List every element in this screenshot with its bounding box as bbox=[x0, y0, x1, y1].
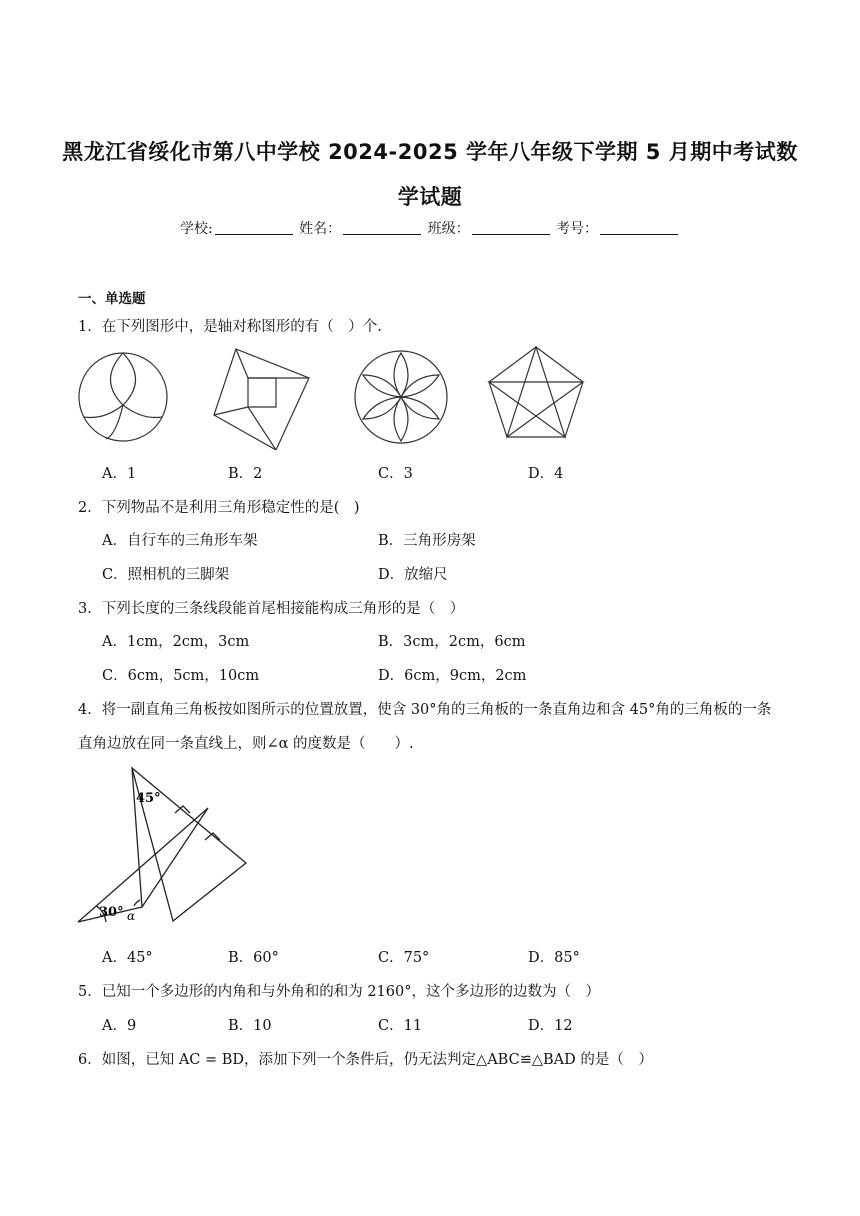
section-heading: 一、单选题 bbox=[78, 291, 146, 307]
q2-option-b: B．三角形房架 bbox=[378, 533, 476, 549]
q5-option-d: D．12 bbox=[528, 1018, 573, 1034]
question-5-stem: 5．已知一个多边形的内角和与外角和的和为 2160°，这个多边形的边数为（ ） bbox=[78, 984, 600, 1000]
q4-option-b: B．60° bbox=[228, 950, 279, 966]
q1-option-b: B．2 bbox=[228, 466, 263, 482]
q3-option-b: B．3cm，2cm，6cm bbox=[378, 634, 526, 650]
q3-option-a: A．1cm，2cm，3cm bbox=[102, 634, 250, 650]
q2-option-d: D．放缩尺 bbox=[378, 567, 448, 583]
q1-option-d: D．4 bbox=[528, 466, 564, 482]
q1-option-c: C．3 bbox=[378, 466, 413, 482]
class-blank bbox=[472, 220, 550, 235]
q3-option-d: D．6cm，9cm，2cm bbox=[378, 668, 527, 684]
q5-option-a: A．9 bbox=[102, 1018, 137, 1034]
exam-number-label: 考号： bbox=[556, 221, 599, 237]
figure-pinwheel-square bbox=[214, 349, 309, 450]
triangle-30 bbox=[78, 808, 208, 922]
q2-option-a: A．自行车的三角形车架 bbox=[102, 533, 258, 549]
name-blank bbox=[343, 220, 421, 235]
q3-option-c: C．6cm，5cm，10cm bbox=[102, 668, 260, 684]
figure-pentagon-star bbox=[489, 347, 583, 437]
q4-option-a: A．45° bbox=[102, 950, 153, 966]
school-label: 学校: bbox=[179, 221, 213, 237]
question-4-stem-line2: 直角边放在同一条直线上，则∠α 的度数是（ ）. bbox=[78, 736, 414, 752]
class-label: 班级： bbox=[427, 221, 470, 237]
school-blank bbox=[215, 220, 293, 235]
exam-title-line2: 学试题 bbox=[397, 185, 463, 209]
question-3-stem: 3．下列长度的三条线段能首尾相接能构成三角形的是（ ） bbox=[78, 601, 465, 617]
angle-30-label: 30° bbox=[99, 905, 124, 920]
q5-option-b: B．10 bbox=[228, 1018, 272, 1034]
q4-option-c: C．75° bbox=[378, 950, 430, 966]
question-6-stem: 6．如图，已知 AC = BD，添加下列一个条件后，仍无法判定△ABC≌△BAD 的是（ ） bbox=[78, 1052, 653, 1068]
angle-alpha-label: α bbox=[127, 909, 136, 923]
figure-circle-three-petals bbox=[79, 353, 167, 441]
q4-option-d: D．85° bbox=[528, 950, 580, 966]
question-1-stem: 1．在下列图形中，是轴对称图形的有（ ）个. bbox=[78, 319, 382, 335]
exam-title-line1: 黑龙江省绥化市第八中学校 2024-2025 学年八年级下学期 5 月期中考试数 bbox=[62, 140, 798, 164]
question-4-stem-line1: 4．将一副直角三角板按如图所示的位置放置，使含 30°角的三角板的一条直角边和含 45°角的三角板的一条 bbox=[78, 702, 772, 718]
q5-option-c: C．11 bbox=[378, 1018, 423, 1034]
q1-option-a: A．1 bbox=[102, 466, 137, 482]
name-label: 姓名： bbox=[299, 221, 342, 237]
student-info-row bbox=[0, 218, 860, 238]
question-4-figure bbox=[74, 764, 254, 926]
angle-45-label: 45° bbox=[136, 791, 161, 806]
question-1-figures bbox=[76, 345, 596, 450]
question-2-stem: 2．下列物品不是利用三角形稳定性的是( ) bbox=[78, 500, 360, 516]
exam-number-blank bbox=[600, 220, 678, 235]
figure-six-petal-circle bbox=[355, 351, 447, 443]
q2-option-c: C．照相机的三脚架 bbox=[102, 567, 230, 583]
